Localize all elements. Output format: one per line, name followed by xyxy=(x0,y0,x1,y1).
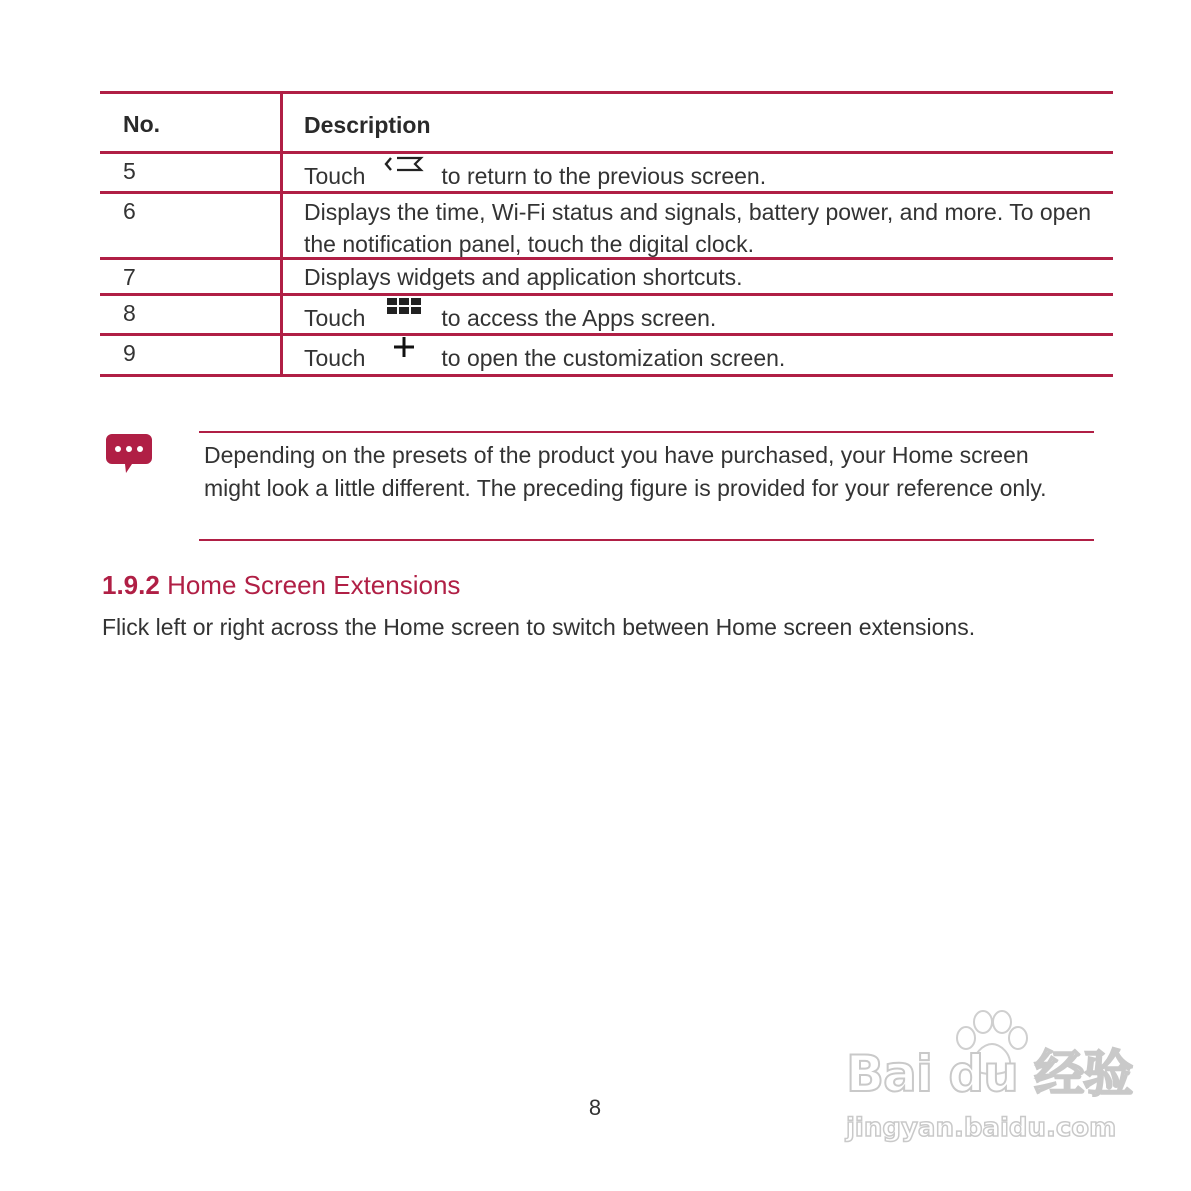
row-number: 8 xyxy=(100,296,283,333)
back-icon xyxy=(383,154,425,178)
row-text-before: Touch xyxy=(304,305,366,331)
page-number: 8 xyxy=(588,1095,602,1120)
section-title: Home Screen Extensions xyxy=(167,570,461,600)
plus-icon xyxy=(383,336,425,360)
note-text: Depending on the presets of the product you have purchased, your Home screen might look a little different. The preceding figure is provided for your reference only. xyxy=(204,442,1047,501)
watermark-logo: Bai du 经验 xyxy=(846,1045,1133,1103)
header-description: Description xyxy=(304,112,431,138)
row-text-after: to access the Apps screen. xyxy=(441,305,717,331)
table-row xyxy=(100,336,1113,377)
row-text-after: to open the customization screen. xyxy=(441,345,786,371)
table-row xyxy=(100,194,1113,260)
row-text-before: Touch xyxy=(304,345,366,371)
table-row xyxy=(100,260,1113,296)
row-description xyxy=(283,154,1113,191)
row-number: 5 xyxy=(100,154,283,191)
note-box xyxy=(199,431,1094,541)
row-description: Displays the time, Wi-Fi status and signals, battery power, and more. To open the notification panel, touch the digital clock. xyxy=(304,199,1092,257)
section-body: Flick left or right across the Home screen to switch between Home screen extensions. xyxy=(102,614,976,640)
row-number: 9 xyxy=(100,336,283,374)
speech-bubble-icon xyxy=(106,433,154,475)
section-number: 1.9.2 xyxy=(102,570,160,600)
apps-grid-icon xyxy=(383,296,425,320)
row-text-before: Touch xyxy=(304,163,366,189)
table-row xyxy=(100,154,1113,194)
row-description: Displays widgets and application shortcuts. xyxy=(304,264,743,290)
row-number: 6 xyxy=(100,194,283,257)
description-table xyxy=(100,91,1113,377)
row-text-after: to return to the previous screen. xyxy=(441,163,767,189)
watermark-url: jingyan.baidu.com xyxy=(846,1113,1117,1143)
table-header-row xyxy=(100,94,1113,154)
section-heading xyxy=(102,568,460,602)
baidu-watermark xyxy=(840,1008,1133,1158)
row-description xyxy=(283,336,1113,374)
header-no: No. xyxy=(100,94,283,151)
row-number: 7 xyxy=(100,260,283,293)
row-description xyxy=(283,296,1113,333)
table-row xyxy=(100,296,1113,336)
